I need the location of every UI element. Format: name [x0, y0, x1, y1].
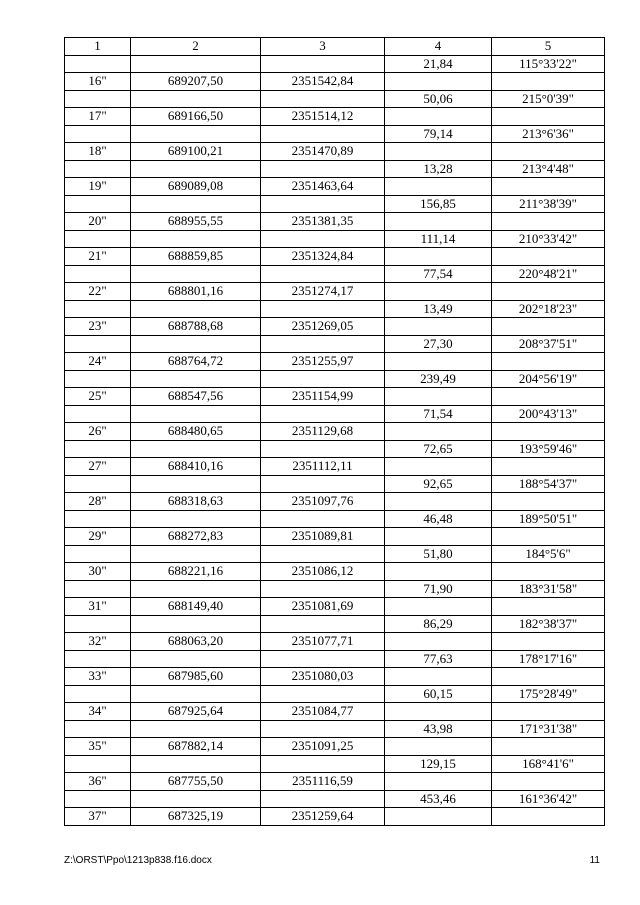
point-cell	[65, 475, 131, 493]
table-row	[65, 195, 605, 213]
distance-cell: 43,98	[385, 720, 492, 738]
table-row	[65, 213, 605, 231]
distance-cell	[385, 108, 492, 126]
y-coordinate-cell: 2351274,17	[261, 283, 385, 301]
distance-cell	[385, 283, 492, 301]
y-coordinate-cell	[261, 475, 385, 493]
point-cell: 35"	[65, 738, 131, 756]
x-coordinate-cell: 688318,63	[131, 493, 261, 511]
table-row	[65, 248, 605, 266]
point-cell: 24"	[65, 353, 131, 371]
y-coordinate-cell	[261, 55, 385, 73]
distance-cell	[385, 563, 492, 581]
bearing-cell	[492, 703, 605, 721]
point-cell	[65, 125, 131, 143]
distance-cell	[385, 773, 492, 791]
x-coordinate-cell: 688764,72	[131, 353, 261, 371]
x-coordinate-cell	[131, 720, 261, 738]
point-cell	[65, 195, 131, 213]
bearing-cell	[492, 773, 605, 791]
point-cell	[65, 650, 131, 668]
table-row	[65, 143, 605, 161]
point-cell: 33"	[65, 668, 131, 686]
x-coordinate-cell: 688063,20	[131, 633, 261, 651]
distance-cell: 21,84	[385, 55, 492, 73]
x-coordinate-cell: 688859,85	[131, 248, 261, 266]
table-row	[65, 90, 605, 108]
point-cell: 20"	[65, 213, 131, 231]
bearing-cell: 171°31'38"	[492, 720, 605, 738]
y-coordinate-cell	[261, 335, 385, 353]
table-row	[65, 493, 605, 511]
y-coordinate-cell	[261, 90, 385, 108]
y-coordinate-cell: 2351255,97	[261, 353, 385, 371]
point-cell	[65, 370, 131, 388]
table-row	[65, 545, 605, 563]
distance-cell	[385, 248, 492, 266]
bearing-cell	[492, 213, 605, 231]
table-row	[65, 738, 605, 756]
table-row	[65, 318, 605, 336]
bearing-cell: 211°38'39"	[492, 195, 605, 213]
y-coordinate-cell	[261, 755, 385, 773]
distance-cell	[385, 353, 492, 371]
coordinates-table	[64, 37, 605, 826]
point-cell	[65, 685, 131, 703]
point-cell: 27"	[65, 458, 131, 476]
y-coordinate-cell	[261, 125, 385, 143]
y-coordinate-cell: 2351080,03	[261, 668, 385, 686]
y-coordinate-cell	[261, 195, 385, 213]
distance-cell	[385, 458, 492, 476]
table-row	[65, 283, 605, 301]
distance-cell	[385, 808, 492, 826]
y-coordinate-cell	[261, 405, 385, 423]
point-cell: 17"	[65, 108, 131, 126]
bearing-cell: 215°0'39"	[492, 90, 605, 108]
table-row	[65, 668, 605, 686]
table-row	[65, 265, 605, 283]
header-cell-4: 4	[385, 38, 492, 56]
y-coordinate-cell	[261, 545, 385, 563]
y-coordinate-cell	[261, 160, 385, 178]
point-cell	[65, 545, 131, 563]
bearing-cell	[492, 143, 605, 161]
header-row	[65, 38, 605, 56]
y-coordinate-cell	[261, 720, 385, 738]
distance-cell	[385, 738, 492, 756]
x-coordinate-cell	[131, 90, 261, 108]
y-coordinate-cell: 2351470,89	[261, 143, 385, 161]
y-coordinate-cell: 2351381,35	[261, 213, 385, 231]
y-coordinate-cell: 2351154,99	[261, 388, 385, 406]
point-cell: 25"	[65, 388, 131, 406]
x-coordinate-cell: 688272,83	[131, 528, 261, 546]
point-cell	[65, 580, 131, 598]
x-coordinate-cell: 688801,16	[131, 283, 261, 301]
point-cell: 31"	[65, 598, 131, 616]
y-coordinate-cell: 2351112,11	[261, 458, 385, 476]
bearing-cell: 204°56'19"	[492, 370, 605, 388]
x-coordinate-cell: 689089,08	[131, 178, 261, 196]
distance-cell: 27,30	[385, 335, 492, 353]
footer-file-path: Z:\ORST\Ppo\1213p838.f16.docx	[64, 855, 212, 866]
distance-cell: 13,28	[385, 160, 492, 178]
point-cell: 18"	[65, 143, 131, 161]
bearing-cell	[492, 318, 605, 336]
bearing-cell: 213°6'36"	[492, 125, 605, 143]
point-cell: 32"	[65, 633, 131, 651]
bearing-cell: 200°43'13"	[492, 405, 605, 423]
x-coordinate-cell	[131, 55, 261, 73]
point-cell: 19"	[65, 178, 131, 196]
bearing-cell	[492, 248, 605, 266]
point-cell	[65, 265, 131, 283]
x-coordinate-cell: 688547,56	[131, 388, 261, 406]
x-coordinate-cell: 688410,16	[131, 458, 261, 476]
x-coordinate-cell	[131, 685, 261, 703]
distance-cell: 46,48	[385, 510, 492, 528]
distance-cell: 92,65	[385, 475, 492, 493]
table-row	[65, 773, 605, 791]
y-coordinate-cell	[261, 650, 385, 668]
bearing-cell	[492, 668, 605, 686]
y-coordinate-cell	[261, 685, 385, 703]
y-coordinate-cell: 2351514,12	[261, 108, 385, 126]
point-cell: 26"	[65, 423, 131, 441]
table-row	[65, 685, 605, 703]
footer-page-number: 11	[589, 855, 600, 866]
distance-cell: 60,15	[385, 685, 492, 703]
y-coordinate-cell	[261, 300, 385, 318]
table-row	[65, 528, 605, 546]
table-row	[65, 475, 605, 493]
x-coordinate-cell: 688149,40	[131, 598, 261, 616]
table-row	[65, 598, 605, 616]
y-coordinate-cell: 2351129,68	[261, 423, 385, 441]
x-coordinate-cell	[131, 440, 261, 458]
x-coordinate-cell	[131, 615, 261, 633]
point-cell	[65, 440, 131, 458]
table-row	[65, 370, 605, 388]
distance-cell	[385, 388, 492, 406]
bearing-cell	[492, 738, 605, 756]
bearing-cell	[492, 353, 605, 371]
y-coordinate-cell	[261, 510, 385, 528]
x-coordinate-cell	[131, 370, 261, 388]
y-coordinate-cell: 2351089,81	[261, 528, 385, 546]
point-cell: 28"	[65, 493, 131, 511]
bearing-cell: 175°28'49"	[492, 685, 605, 703]
distance-cell	[385, 143, 492, 161]
y-coordinate-cell: 2351081,69	[261, 598, 385, 616]
x-coordinate-cell	[131, 160, 261, 178]
table-row	[65, 125, 605, 143]
x-coordinate-cell	[131, 790, 261, 808]
bearing-cell: 208°37'51"	[492, 335, 605, 353]
table-row	[65, 300, 605, 318]
bearing-cell: 189°50'51"	[492, 510, 605, 528]
table-row	[65, 335, 605, 353]
point-cell	[65, 90, 131, 108]
y-coordinate-cell: 2351097,76	[261, 493, 385, 511]
bearing-cell: 210°33'42"	[492, 230, 605, 248]
y-coordinate-cell: 2351463,64	[261, 178, 385, 196]
x-coordinate-cell: 687755,50	[131, 773, 261, 791]
distance-cell	[385, 493, 492, 511]
table-row	[65, 650, 605, 668]
distance-cell	[385, 703, 492, 721]
y-coordinate-cell: 2351086,12	[261, 563, 385, 581]
distance-cell: 86,29	[385, 615, 492, 633]
bearing-cell: 178°17'16"	[492, 650, 605, 668]
bearing-cell: 213°4'48"	[492, 160, 605, 178]
table-row	[65, 160, 605, 178]
distance-cell	[385, 423, 492, 441]
table-row	[65, 423, 605, 441]
y-coordinate-cell	[261, 615, 385, 633]
table-row	[65, 73, 605, 91]
table-row	[65, 615, 605, 633]
table-row	[65, 230, 605, 248]
y-coordinate-cell: 2351077,71	[261, 633, 385, 651]
distance-cell: 156,85	[385, 195, 492, 213]
distance-cell: 71,54	[385, 405, 492, 423]
distance-cell: 51,80	[385, 545, 492, 563]
point-cell	[65, 335, 131, 353]
table-row	[65, 510, 605, 528]
x-coordinate-cell: 687985,60	[131, 668, 261, 686]
x-coordinate-cell	[131, 300, 261, 318]
table-row	[65, 440, 605, 458]
distance-cell: 72,65	[385, 440, 492, 458]
y-coordinate-cell	[261, 790, 385, 808]
x-coordinate-cell	[131, 510, 261, 528]
y-coordinate-cell: 2351324,84	[261, 248, 385, 266]
bearing-cell: 161°36'42"	[492, 790, 605, 808]
distance-cell: 453,46	[385, 790, 492, 808]
y-coordinate-cell	[261, 265, 385, 283]
y-coordinate-cell	[261, 230, 385, 248]
bearing-cell: 184°5'6"	[492, 545, 605, 563]
table-row	[65, 790, 605, 808]
x-coordinate-cell	[131, 650, 261, 668]
distance-cell: 71,90	[385, 580, 492, 598]
x-coordinate-cell: 689207,50	[131, 73, 261, 91]
x-coordinate-cell	[131, 755, 261, 773]
x-coordinate-cell: 687325,19	[131, 808, 261, 826]
distance-cell: 50,06	[385, 90, 492, 108]
point-cell	[65, 300, 131, 318]
y-coordinate-cell	[261, 370, 385, 388]
x-coordinate-cell: 689166,50	[131, 108, 261, 126]
distance-cell: 111,14	[385, 230, 492, 248]
x-coordinate-cell: 688221,16	[131, 563, 261, 581]
bearing-cell	[492, 108, 605, 126]
distance-cell	[385, 318, 492, 336]
point-cell	[65, 720, 131, 738]
table-row	[65, 580, 605, 598]
x-coordinate-cell: 688480,65	[131, 423, 261, 441]
table-row	[65, 703, 605, 721]
table-row	[65, 178, 605, 196]
bearing-cell	[492, 633, 605, 651]
y-coordinate-cell: 2351269,05	[261, 318, 385, 336]
x-coordinate-cell: 689100,21	[131, 143, 261, 161]
bearing-cell	[492, 598, 605, 616]
table-body	[65, 55, 605, 825]
table-row	[65, 458, 605, 476]
table-row	[65, 808, 605, 826]
y-coordinate-cell: 2351084,77	[261, 703, 385, 721]
bearing-cell	[492, 528, 605, 546]
x-coordinate-cell	[131, 475, 261, 493]
bearing-cell	[492, 423, 605, 441]
distance-cell	[385, 528, 492, 546]
point-cell: 36"	[65, 773, 131, 791]
header-cell-1: 1	[65, 38, 131, 56]
x-coordinate-cell: 687925,64	[131, 703, 261, 721]
point-cell	[65, 615, 131, 633]
bearing-cell	[492, 73, 605, 91]
point-cell	[65, 790, 131, 808]
bearing-cell	[492, 493, 605, 511]
point-cell: 23"	[65, 318, 131, 336]
y-coordinate-cell: 2351116,59	[261, 773, 385, 791]
bearing-cell: 168°41'6"	[492, 755, 605, 773]
distance-cell	[385, 73, 492, 91]
x-coordinate-cell	[131, 230, 261, 248]
x-coordinate-cell	[131, 195, 261, 213]
header-cell-3: 3	[261, 38, 385, 56]
distance-cell	[385, 598, 492, 616]
distance-cell	[385, 668, 492, 686]
header-cell-2: 2	[131, 38, 261, 56]
bearing-cell	[492, 283, 605, 301]
y-coordinate-cell	[261, 580, 385, 598]
point-cell: 29"	[65, 528, 131, 546]
x-coordinate-cell: 687882,14	[131, 738, 261, 756]
bearing-cell: 183°31'58"	[492, 580, 605, 598]
table-row	[65, 720, 605, 738]
point-cell: 16"	[65, 73, 131, 91]
point-cell: 30"	[65, 563, 131, 581]
table-row	[65, 755, 605, 773]
distance-cell	[385, 178, 492, 196]
point-cell	[65, 230, 131, 248]
x-coordinate-cell	[131, 545, 261, 563]
bearing-cell: 115°33'22"	[492, 55, 605, 73]
x-coordinate-cell	[131, 125, 261, 143]
distance-cell	[385, 633, 492, 651]
distance-cell: 77,54	[385, 265, 492, 283]
point-cell: 34"	[65, 703, 131, 721]
x-coordinate-cell: 688788,68	[131, 318, 261, 336]
y-coordinate-cell	[261, 440, 385, 458]
bearing-cell: 182°38'37"	[492, 615, 605, 633]
point-cell: 21"	[65, 248, 131, 266]
y-coordinate-cell: 2351259,64	[261, 808, 385, 826]
x-coordinate-cell	[131, 265, 261, 283]
x-coordinate-cell	[131, 580, 261, 598]
distance-cell: 13,49	[385, 300, 492, 318]
table-row	[65, 108, 605, 126]
point-cell	[65, 755, 131, 773]
table-row	[65, 563, 605, 581]
point-cell	[65, 405, 131, 423]
distance-cell: 79,14	[385, 125, 492, 143]
bearing-cell	[492, 563, 605, 581]
y-coordinate-cell: 2351542,84	[261, 73, 385, 91]
y-coordinate-cell: 2351091,25	[261, 738, 385, 756]
point-cell	[65, 510, 131, 528]
table-row	[65, 388, 605, 406]
point-cell: 37"	[65, 808, 131, 826]
point-cell: 22"	[65, 283, 131, 301]
bearing-cell	[492, 178, 605, 196]
table-row	[65, 55, 605, 73]
x-coordinate-cell: 688955,55	[131, 213, 261, 231]
distance-cell: 239,49	[385, 370, 492, 388]
bearing-cell	[492, 388, 605, 406]
table-row	[65, 633, 605, 651]
table-row	[65, 353, 605, 371]
bearing-cell: 188°54'37"	[492, 475, 605, 493]
bearing-cell	[492, 458, 605, 476]
point-cell	[65, 160, 131, 178]
distance-cell: 77,63	[385, 650, 492, 668]
distance-cell	[385, 213, 492, 231]
bearing-cell	[492, 808, 605, 826]
point-cell	[65, 55, 131, 73]
distance-cell: 129,15	[385, 755, 492, 773]
x-coordinate-cell	[131, 405, 261, 423]
bearing-cell: 202°18'23"	[492, 300, 605, 318]
x-coordinate-cell	[131, 335, 261, 353]
bearing-cell: 193°59'46"	[492, 440, 605, 458]
table-row	[65, 405, 605, 423]
bearing-cell: 220°48'21"	[492, 265, 605, 283]
header-cell-5: 5	[492, 38, 605, 56]
